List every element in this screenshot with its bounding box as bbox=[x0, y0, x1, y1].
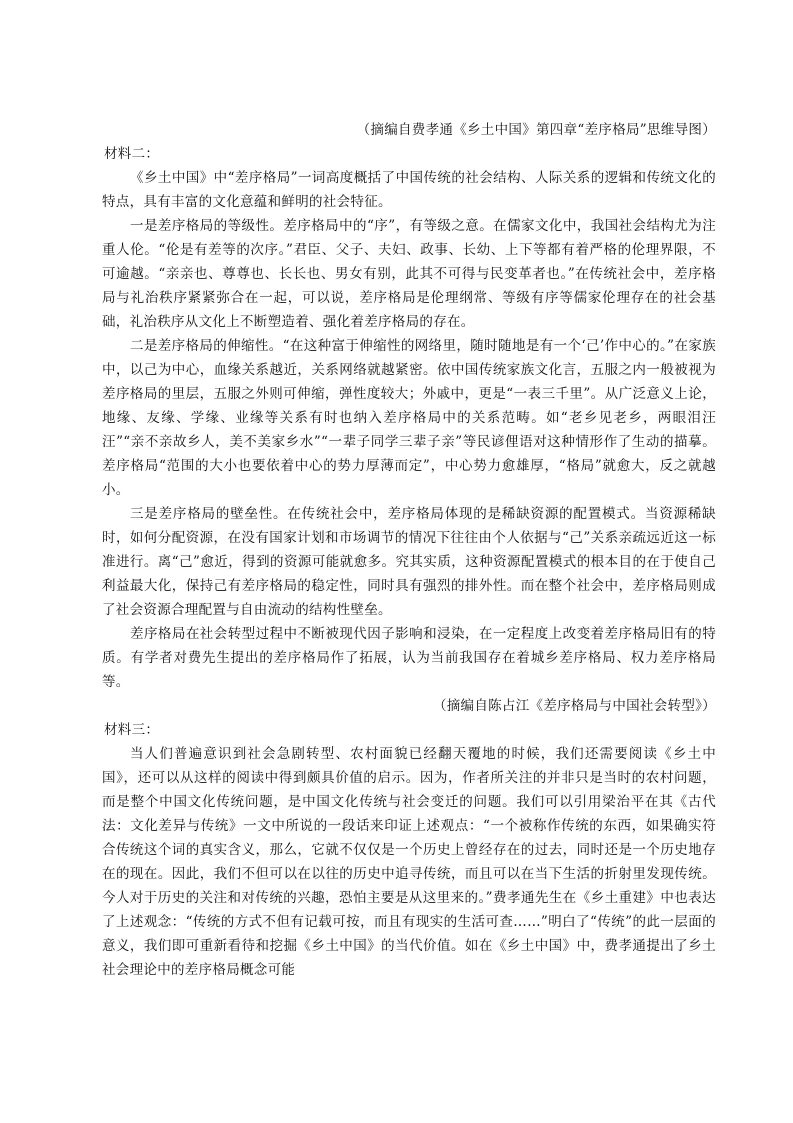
material-3-paragraph-1: 当人们普遍意识到社会急剧转型、农村面貌已经翻天覆地的时候，我们还需要阅读《乡土中国》，还可以从这样的阅读中得到颇具价值的启示。因为，作者所关注的并非只是当时的农村问题，而是整个中国文化传统问题，是中国文化传统与社会变迁的问题。我们可以引用梁治平在其《古代法：文化差异与传统》一文中所说的一段话来印证上述观点：“一个被称作传统的东西，如果确实符合传统这个词的真实含义，那么，它就不仅仅是一个历史上曾经存在的过去，同时还是一个历史地存在的现在。因此，我们不但可以在以往的历史中追寻传统，而且可以在当下生活的折射里发现传统。今人对于历史的关注和对传统的兴趣，恐怕主要是从这里来的。”费孝通先生在《乡土重建》中也表达了上述观念：“传统的方式不但有记载可按，而且有现实的生活可查……”明白了“传统”的此一层面的意义，我们即可重新看待和挖掘《乡土中国》的当代价值。如在《乡土中国》中，费孝通提出了乡土社会理论中的差序格局概念可能 bbox=[102, 746, 716, 978]
material-2-paragraph-1: 《乡土中国》中“差序格局”一词高度概括了中国传统的社会结构、人际关系的逻辑和传统文化的特点，具有丰富的文化意蕴和鲜明的社会特征。 bbox=[102, 170, 716, 210]
material-2-heading: 材料二： bbox=[104, 146, 160, 162]
document-body bbox=[102, 118, 716, 982]
material-2-paragraph-4: 三是差序格局的壁垒性。在传统社会中，差序格局体现的是稀缺资源的配置模式。当资源稀缺时，如何分配资源，在没有国家计划和市场调节的情况下往往由个人依据与“己”关系亲疏远近这一标准进行。离“己”愈近，得到的资源可能就愈多。究其实质，这种资源配置模式的根本目的在于使自己利益最大化，保持己有差序格局的稳定性，同时具有强烈的排外性。而在整个社会中，差序格局则成了社会资源合理配置与自由流动的结构性壁垒。 bbox=[102, 506, 716, 618]
material-2-paragraph-2: 一是差序格局的等级性。差序格局中的“序”，有等级之意。在儒家文化中，我国社会结构尤为注重人伦。“伦是有差等的次序。”君臣、父子、夫妇、政事、长幼、上下等都有着严格的伦理界限，不可逾越。“亲亲也、尊尊也、长长也、男女有别，此其不可得与民变革者也。”在传统社会中，差序格局与礼治秩序紧紧弥合在一起，可以说，差序格局是伦理纲常、等级有序等儒家伦理存在的社会基础，礼治秩序从文化上不断塑造着、强化着差序格局的存在。 bbox=[102, 218, 716, 330]
source-citation-1: （摘编自费孝通《乡土中国》第四章“差序格局”思维导图） bbox=[356, 122, 716, 138]
material-2-paragraph-3: 二是差序格局的伸缩性。“在这种富于伸缩性的网络里，随时随地是有一个‘己’作中心的。”在家族中，以己为中心，血缘关系越近，关系网络就越紧密。依中国传统家族文化言，五服之内一般被视为差序格局的里层，五服之外则可伸缩，弹性度较大；外戚中，更是“一表三千里”。从广泛意义上论，地缘、友缘、学缘、业缘等关系有时也纳入差序格局中的关系范畴。如“老乡见老乡，两眼泪汪汪”“亲不亲故乡人，美不美家乡水”“一辈子同学三辈子亲”等民谚俚语对这种情形作了生动的描摹。差序格局“范围的大小也要依着中心的势力厚薄而定”，中心势力愈雄厚，“格局”就愈大，反之就越小。 bbox=[102, 338, 716, 498]
material-3-heading: 材料三： bbox=[104, 722, 160, 738]
source-citation-2: （摘编自陈占江《差序格局与中国社会转型》） bbox=[432, 698, 716, 714]
material-2-paragraph-5: 差序格局在社会转型过程中不断被现代因子影响和浸染，在一定程度上改变着差序格局旧有的特质。有学者对费先生提出的差序格局作了拓展，认为当前我国存在着城乡差序格局、权力差序格局等。 bbox=[102, 626, 716, 690]
